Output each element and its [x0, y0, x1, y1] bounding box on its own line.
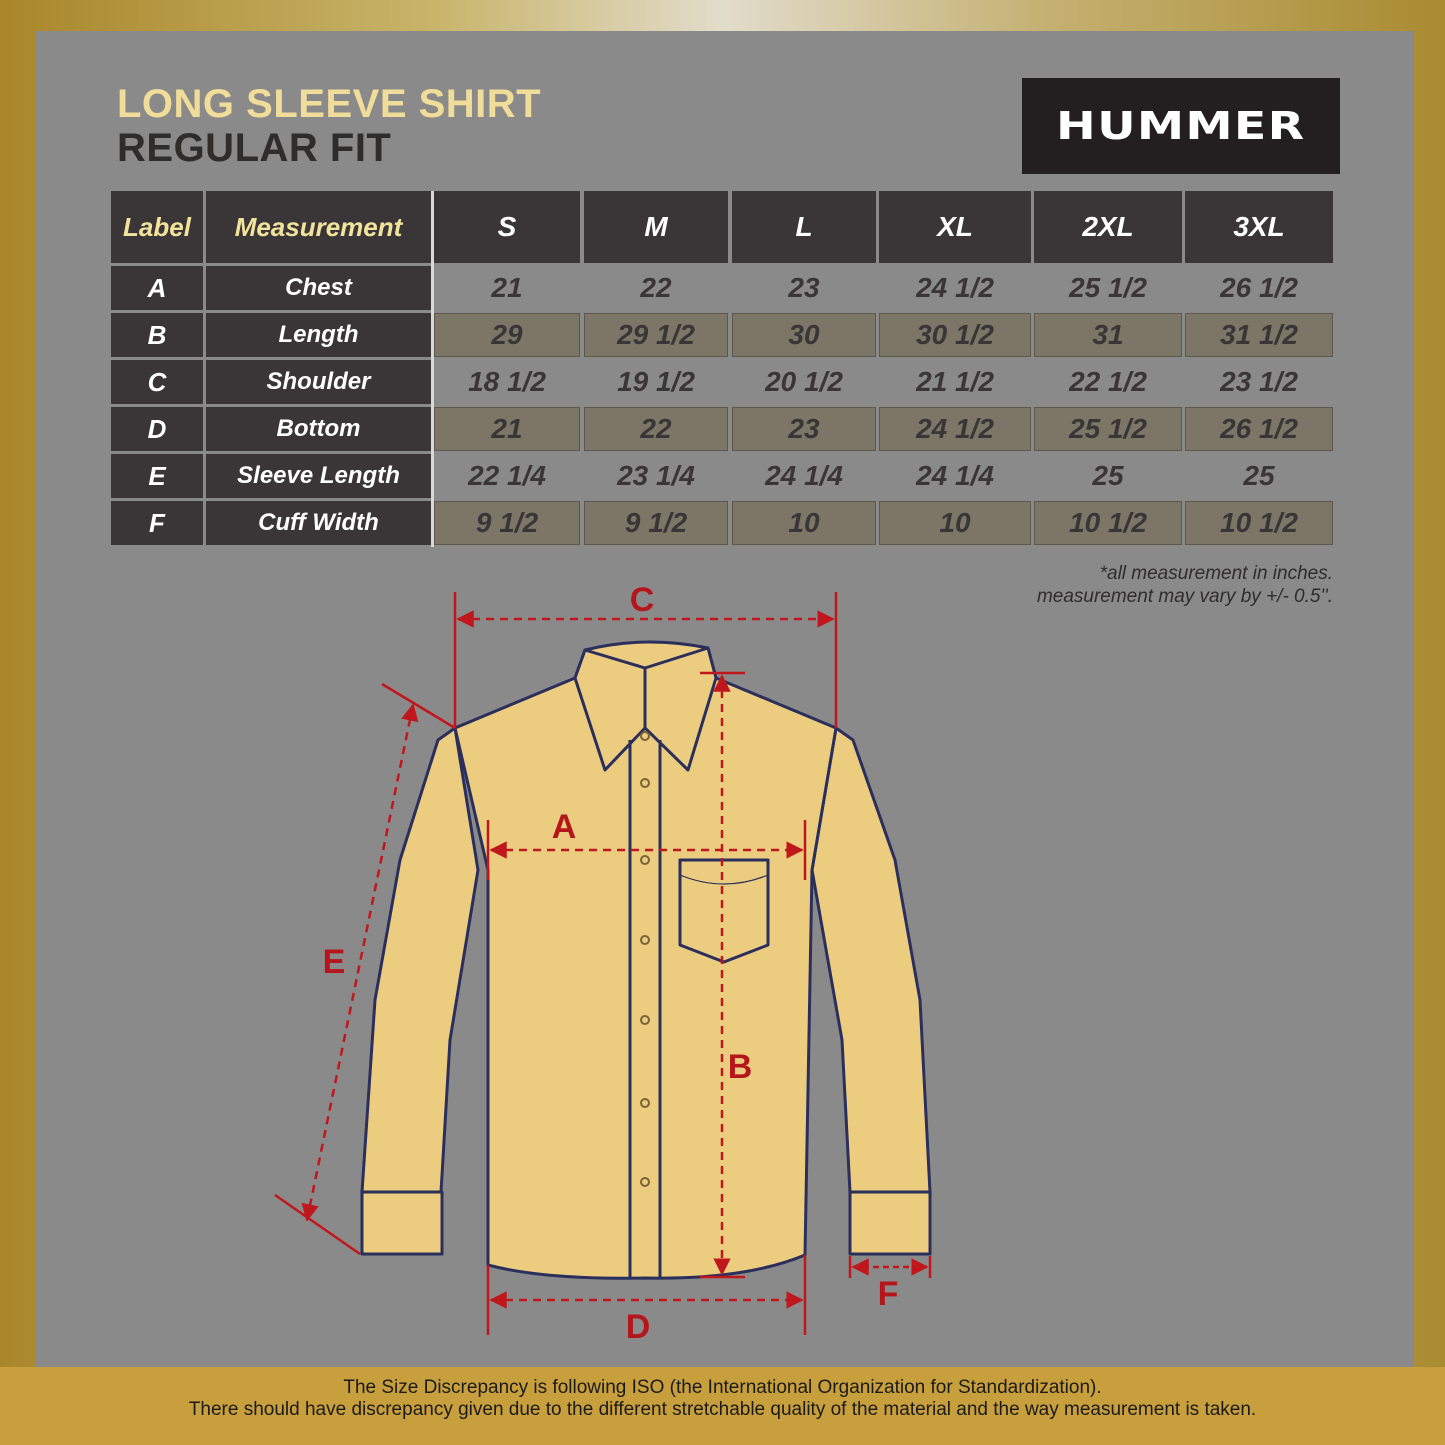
- button: [641, 936, 649, 944]
- shirt-body: [455, 678, 836, 1278]
- left-sleeve: [362, 728, 478, 1192]
- row-label: F: [111, 501, 203, 545]
- button: [641, 856, 649, 864]
- size-value: 22 1/4: [468, 460, 546, 491]
- button: [641, 1178, 649, 1186]
- size-value: 22: [584, 407, 728, 451]
- row-label: A: [111, 266, 203, 310]
- button: [641, 1099, 649, 1107]
- size-value: 31 1/2: [1185, 313, 1333, 357]
- button: [641, 779, 649, 787]
- size-value: 30 1/2: [879, 313, 1031, 357]
- letter-b: B: [727, 1048, 753, 1086]
- size-value: 25 1/2: [1069, 272, 1147, 303]
- size-value: 19 1/2: [617, 366, 695, 397]
- pocket: [680, 860, 768, 962]
- footer-line-2: There should have discrepancy given due to the different stretchable quality of the material and the way measurement is taken.: [188, 1399, 1257, 1420]
- size-value: 30: [732, 313, 876, 357]
- size-value: 10: [732, 501, 876, 545]
- size-value: 23 1/2: [1220, 366, 1298, 397]
- size-value: 20 1/2: [765, 366, 843, 397]
- letter-e: E: [322, 943, 346, 981]
- size-value: 24 1/2: [879, 407, 1031, 451]
- size-value: 10 1/2: [1185, 501, 1333, 545]
- size-value: 10: [879, 501, 1031, 545]
- size-value: 22 1/2: [1069, 366, 1147, 397]
- left-cuff: [362, 1192, 442, 1254]
- size-value: 9 1/2: [434, 501, 580, 545]
- size-value: 24 1/4: [765, 460, 843, 491]
- header-size-l: L: [732, 191, 876, 263]
- row-measurement: Cuff Width: [206, 501, 431, 545]
- letter-f: F: [877, 1275, 899, 1313]
- row-label: E: [111, 454, 203, 498]
- size-value: 23: [788, 272, 820, 303]
- size-value: 21: [491, 272, 523, 303]
- size-value: 21 1/2: [916, 366, 994, 397]
- header-label: Label: [111, 191, 203, 263]
- size-value: 25: [1092, 460, 1124, 491]
- header-size-xl: XL: [879, 191, 1031, 263]
- size-value: 24 1/2: [916, 272, 994, 303]
- header-size-2xl: 2XL: [1034, 191, 1182, 263]
- size-value: 25 1/2: [1034, 407, 1182, 451]
- footer-line-1: The Size Discrepancy is following ISO (the International Organization for Standardization).: [343, 1377, 1102, 1398]
- row-label: D: [111, 407, 203, 451]
- sleeve-guide-top: [382, 684, 455, 728]
- size-value: 31: [1034, 313, 1182, 357]
- size-value: 23 1/4: [617, 460, 695, 491]
- note-line-1: *all measurement in inches.: [1099, 563, 1333, 584]
- size-value: 29: [434, 313, 580, 357]
- button: [641, 732, 649, 740]
- letter-a: A: [551, 808, 577, 846]
- letter-d: D: [625, 1308, 651, 1346]
- size-value: 26 1/2: [1220, 272, 1298, 303]
- letter-c: C: [629, 581, 655, 619]
- size-value: 21: [434, 407, 580, 451]
- row-measurement: Length: [206, 313, 431, 357]
- size-value: 18 1/2: [468, 366, 546, 397]
- product-title: LONG SLEEVE SHIRT: [117, 82, 542, 126]
- row-measurement: Bottom: [206, 407, 431, 451]
- row-label: C: [111, 360, 203, 404]
- size-value: 26 1/2: [1185, 407, 1333, 451]
- row-measurement: Sleeve Length: [206, 454, 431, 498]
- header-size-s: S: [434, 191, 580, 263]
- size-value: 25: [1243, 460, 1275, 491]
- size-value: 23: [732, 407, 876, 451]
- row-measurement: Shoulder: [206, 360, 431, 404]
- row-label: B: [111, 313, 203, 357]
- header-measurement: Measurement: [206, 191, 431, 263]
- note-line-2: measurement may vary by +/- 0.5''.: [1036, 586, 1333, 607]
- brand-name: HUMMER: [1056, 104, 1306, 148]
- size-value: 22: [640, 272, 672, 303]
- right-cuff: [850, 1192, 930, 1254]
- row-measurement: Chest: [206, 266, 431, 310]
- fit-subtitle: REGULAR FIT: [117, 126, 392, 170]
- size-value: 24 1/4: [916, 460, 994, 491]
- sleeve-guide-bottom: [275, 1195, 360, 1254]
- header-size-3xl: 3XL: [1185, 191, 1333, 263]
- size-value: 10 1/2: [1034, 501, 1182, 545]
- button: [641, 1016, 649, 1024]
- size-value: 29 1/2: [584, 313, 728, 357]
- header-size-m: M: [584, 191, 728, 263]
- footer-disclaimer: [0, 1367, 1445, 1445]
- right-sleeve: [812, 728, 930, 1192]
- size-value: 9 1/2: [584, 501, 728, 545]
